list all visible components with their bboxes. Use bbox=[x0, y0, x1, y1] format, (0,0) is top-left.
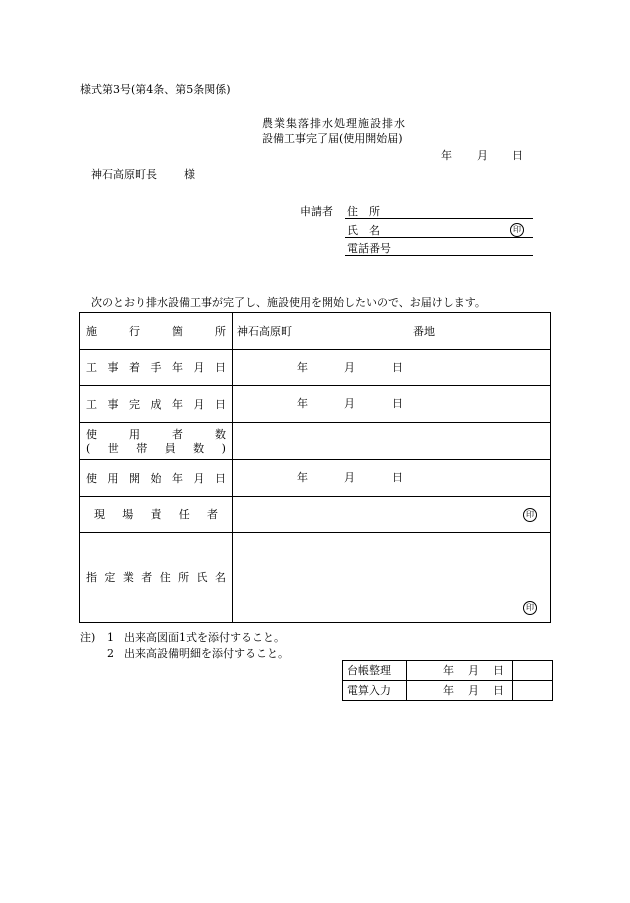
construction-complete-label: 工 事 完 成 年 月 日 bbox=[80, 386, 233, 423]
note-1-number: 1 bbox=[107, 631, 114, 644]
note-2-number: 2 bbox=[107, 647, 114, 660]
location-label: 施 行 箇 所 bbox=[80, 313, 233, 350]
user-count-field[interactable] bbox=[233, 423, 551, 460]
site-supervisor-label: 現 場 責 任 者 bbox=[80, 497, 233, 533]
statement-text: 次のとおり排水設備工事が完了し、施設使用を開始したいので、お届けします。 bbox=[91, 296, 486, 309]
usage-start-label: 使 用 開 始 年 月 日 bbox=[80, 460, 233, 497]
location-field[interactable] bbox=[233, 313, 551, 350]
table-row-user-count bbox=[80, 423, 551, 460]
ledger-date-field[interactable]: 年 月 日 bbox=[407, 661, 513, 681]
applicant-address-label: 住 所 bbox=[347, 205, 380, 218]
construction-start-date-field[interactable]: 年 月 日 bbox=[233, 350, 551, 386]
note-2-text: 出来高設備明細を添付すること。 bbox=[124, 647, 289, 660]
table-row-contractor bbox=[80, 533, 551, 623]
seal-icon: 印 bbox=[510, 223, 524, 237]
completion-report-table bbox=[79, 312, 551, 623]
applicant-phone-label: 電話番号 bbox=[347, 242, 391, 255]
table-row-site-supervisor bbox=[80, 497, 551, 533]
seal-icon: 印 bbox=[523, 508, 537, 522]
table-row-computer-input bbox=[343, 681, 553, 701]
form-number: 様式第3号(第4条、第5条関係) bbox=[80, 83, 231, 96]
location-town: 神石高原町 bbox=[237, 325, 292, 338]
computer-input-date-field[interactable]: 年 月 日 bbox=[407, 681, 513, 701]
contractor-label: 指 定 業 者 住 所 氏 名 bbox=[80, 533, 233, 623]
applicant-address-field[interactable] bbox=[345, 218, 533, 219]
date-year-label: 年 bbox=[441, 149, 452, 162]
note-1-text: 出来高図面1式を添付すること。 bbox=[124, 631, 285, 644]
computer-input-check-field[interactable] bbox=[513, 681, 553, 701]
construction-start-label: 工 事 着 手 年 月 日 bbox=[80, 350, 233, 386]
addressee-name: 神石高原町長 bbox=[91, 168, 157, 181]
usage-start-date-field[interactable]: 年 月 日 bbox=[233, 460, 551, 497]
title-line-1: 農業集落排水処理施設排水 bbox=[262, 117, 406, 130]
table-row-ledger bbox=[343, 661, 553, 681]
contractor-field[interactable] bbox=[233, 533, 551, 623]
addressee-suffix: 様 bbox=[184, 168, 195, 181]
date-month-label: 月 bbox=[477, 149, 488, 162]
applicant-name-label: 氏 名 bbox=[347, 224, 380, 237]
table-row-construction-complete bbox=[80, 386, 551, 423]
table-row-location bbox=[80, 313, 551, 350]
notes-prefix: 注) bbox=[80, 631, 96, 644]
ledger-label: 台帳整理 bbox=[343, 661, 407, 681]
site-supervisor-field[interactable] bbox=[233, 497, 551, 533]
user-count-label: 使 用 者 数 ( 世 帯 員 数 ) bbox=[80, 423, 233, 460]
table-row-usage-start bbox=[80, 460, 551, 497]
location-banchi: 番地 bbox=[413, 325, 435, 338]
applicant-phone-field[interactable] bbox=[345, 255, 533, 256]
table-row-construction-start bbox=[80, 350, 551, 386]
ledger-check-field[interactable] bbox=[513, 661, 553, 681]
computer-input-label: 電算入力 bbox=[343, 681, 407, 701]
title-line-2: 設備工事完了届(使用開始届) bbox=[262, 132, 403, 145]
applicant-name-field[interactable] bbox=[345, 237, 533, 238]
seal-icon: 印 bbox=[523, 601, 537, 615]
applicant-label: 申請者 bbox=[300, 205, 333, 218]
construction-complete-date-field[interactable]: 年 月 日 bbox=[233, 386, 551, 423]
office-use-table bbox=[342, 660, 553, 701]
date-day-label: 日 bbox=[512, 149, 523, 162]
